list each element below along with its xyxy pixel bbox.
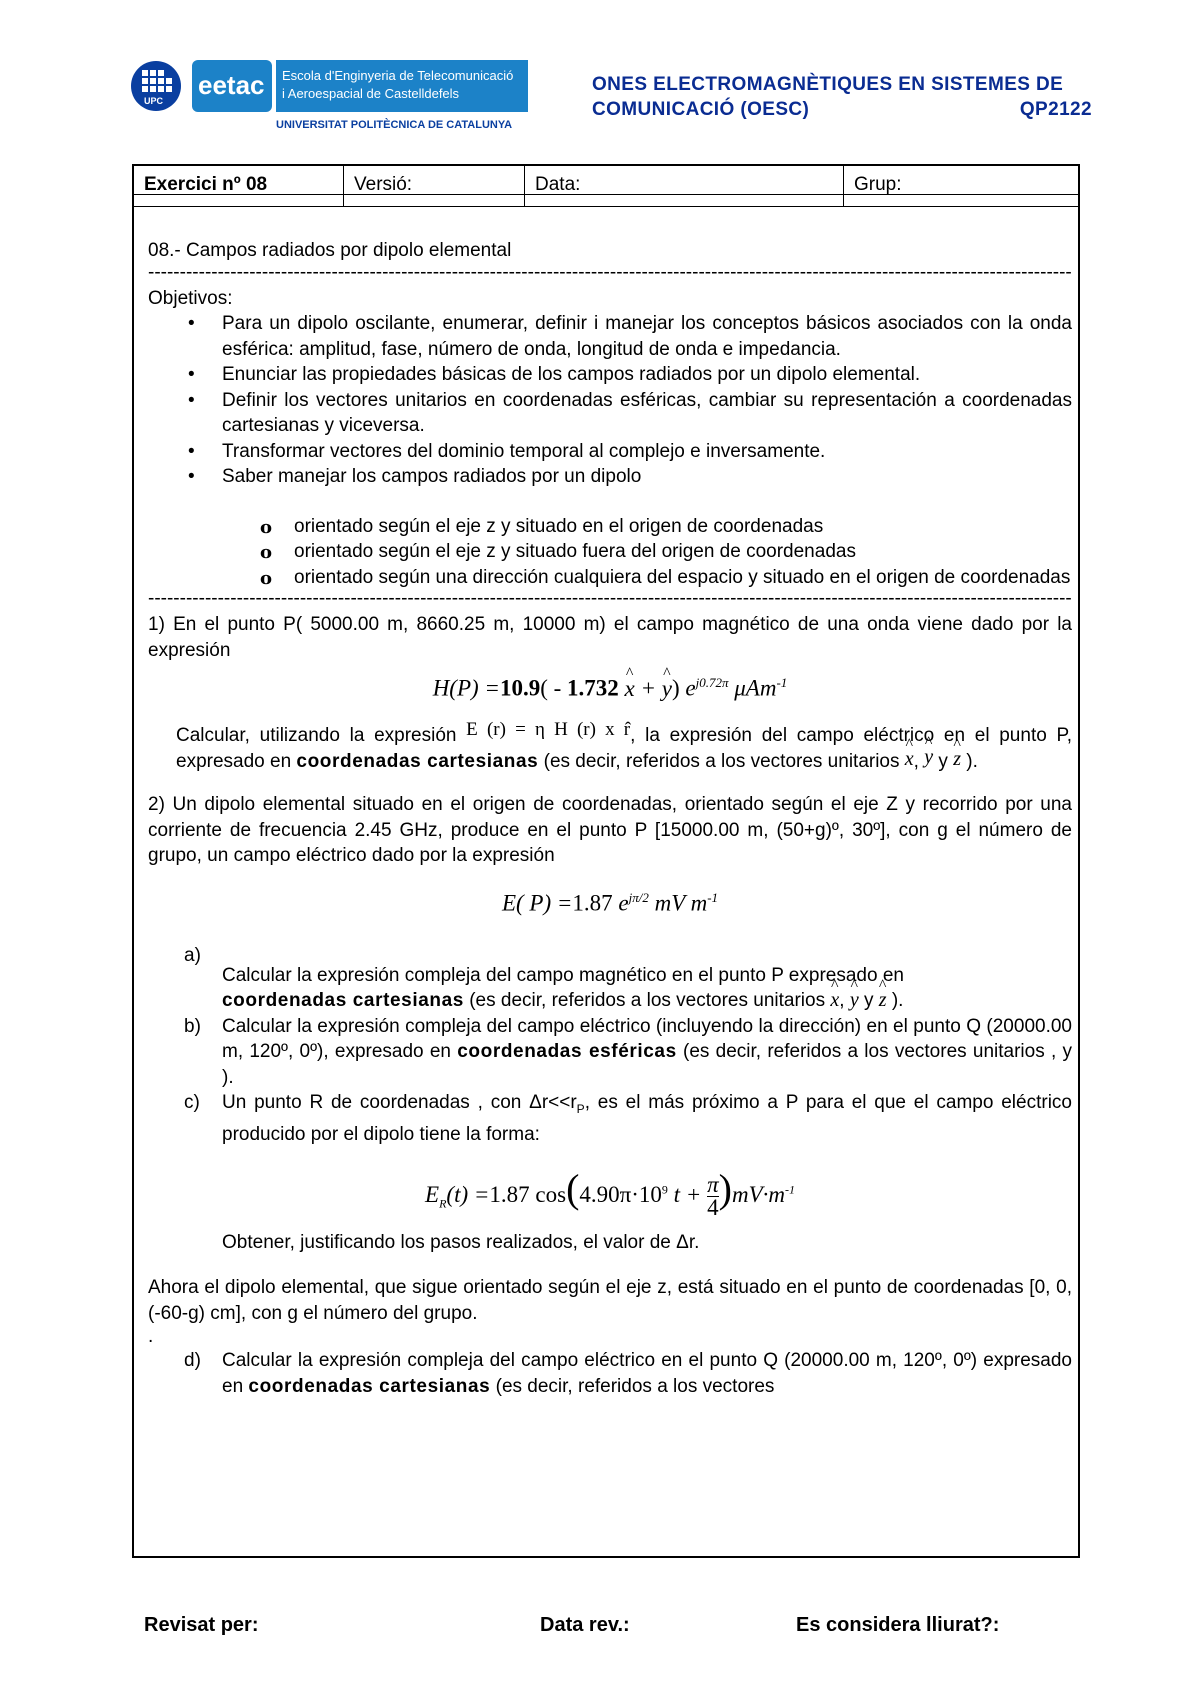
exercise-frame xyxy=(132,164,1080,1558)
question-1-calc: Calcular, utilizando la expresión E (r) = η H (r) x r̂, la expresión del campo eléctrico en el punto P, expresado en coordenadas cartesianas (es decir, referidos a los vectores unitarios ^ x, ^ y y ^ z ). xyxy=(148,723,1072,774)
svg-text:eetac: eetac xyxy=(198,70,265,100)
question-2-items xyxy=(148,943,1072,1148)
equation-h: H(P) =10.9( - 1.732 ^ x + ^ y) $e^{j0.72\pi}$ μAm$^{-1}$ xyxy=(148,663,1072,709)
objectives-list xyxy=(148,311,1072,490)
svg-text:UPC: UPC xyxy=(144,96,164,106)
course-title-line1: ONES ELECTROMAGNÈTIQUES EN SISTEMES DE xyxy=(592,74,1064,95)
question-2: 2) Un dipolo elemental situado en el origen de coordenadas, orientado según el eje Z y recorrido por una corriente de frecuencia 2.45 GHz, produce en el punto P [15000.00 m, (50+g)º, 30º], con g el número de grupo, un campo eléctrico dado por la expresión xyxy=(148,794,1072,866)
objectives-label: Objetivos: xyxy=(148,287,233,309)
list-item: a) Calcular la expresión compleja del campo magnético en el punto P expresado en coordenadas cartesianas (es decir, referidos a los vectores unitarios ^ x, ^ y y ^ z ). xyxy=(148,943,1072,1014)
list-item: b) Calcular la expresión compleja del campo eléctrico (incluyendo la dirección) en el punto Q (20000.00 m, 120º, 0º), expresado en coordenadas esféricas (es decir, referidos a los vectores unitarios , y ). xyxy=(184,1015,1072,1088)
list-item: o orientado según una dirección cualquiera del espacio y situado en el origen de coordenadas xyxy=(260,566,1071,589)
course-code: QP2122 xyxy=(1019,99,1092,120)
question-1: 1) En el punto P( 5000.00 m, 8660.25 m, 10000 m) el campo magnético de una onda viene dado por la expresión xyxy=(148,614,1072,661)
divider: -------------------------------------------------------------------------------------------------------------------------------------------------- xyxy=(148,590,1072,609)
svg-text:i Aeroespacial de Castelldefel: i Aeroespacial de Castelldefels xyxy=(282,86,460,101)
exercise-header-spacer xyxy=(134,194,1078,207)
list-item: d) Calcular la expresión compleja del campo eléctrico en el punto Q (20000.00 m, 120º, 0º) expresado en coordenadas cartesianas (es decir, referidos a los vectores xyxy=(184,1350,1072,1397)
question-d-items xyxy=(148,1348,1072,1399)
list-item: • Definir los vectores unitarios en coordenadas esféricas, cambiar su representación a coordenadas cartesianas y viceversa. xyxy=(188,389,1072,436)
divider: -------------------------------------------------------------------------------------------------------------------------------------------------- xyxy=(148,263,1072,283)
data-rev-label: Data rev.: xyxy=(540,1614,630,1636)
exercise-title: 08.- Campos radiados por dipolo elemental xyxy=(148,240,512,261)
list-item: • Enunciar las propiedades básicas de los campos radiados por un dipolo elemental. xyxy=(188,364,921,385)
eetac-upc-logo xyxy=(130,60,575,132)
dot: . xyxy=(148,1326,154,1348)
list-item: • Transformar vectores del dominio temporal al complejo e inversamente. xyxy=(188,440,826,462)
lliurat-label: Es considera lliurat?: xyxy=(796,1614,1000,1636)
list-item: c) Un punto R de coordenadas , con $\Delta r<<r_P$, es el más próximo a P para el que el campo eléctrico producido por el dipolo tiene la forma: xyxy=(184,1092,1072,1146)
equation-e: E( P) =1.87 $e^{j\pi/2}$ mV $m^{-1}$ xyxy=(501,889,719,916)
course-title xyxy=(592,72,1092,122)
list-item: • Saber manejar los campos radiados por un dipolo xyxy=(188,466,642,487)
version-field: Versió: xyxy=(344,166,525,194)
list-item: o orientado según el eje z y situado en el origen de coordenadas xyxy=(260,515,824,538)
question-2c-obtain: Obtener, justificando los pasos realizados, el valor de Δr. xyxy=(222,1231,700,1253)
list-item: • Para un dipolo oscilante, enumerar, definir i manejar los conceptos básicos asociados con la onda esférica: amplitud, fase, número de onda, longitud de onda e impedancia. xyxy=(188,313,1072,360)
equation-er: $E_R(t) =1.87$ $\cos(4.90\pi\cdot 10^9$ t + $\frac{\pi}{4}$ )$mV\cdot m^{-1}$ xyxy=(425,1165,795,1221)
course-title-line2: COMUNICACIÓ (OESC) xyxy=(592,99,810,120)
question-now: Ahora el dipolo elemental, que sigue orientado según el eje z, está situado en el punto de coordenadas [0, 0, (-60-g) cm], con g el número del grupo. xyxy=(148,1277,1072,1324)
date-field: Data: xyxy=(525,166,844,194)
svg-text:Escola d'Enginyeria de Telecom: Escola d'Enginyeria de Telecomunicació xyxy=(282,68,514,83)
revisat-label: Revisat per: xyxy=(144,1614,259,1636)
exercise-number: Exercici nº 08 xyxy=(134,166,344,194)
exercise-header-row xyxy=(134,166,1078,195)
sub-objectives-list xyxy=(148,514,1072,591)
exercise-content xyxy=(148,238,1072,1399)
list-item: o orientado según el eje z y situado fuera del origen de coordenadas xyxy=(260,541,856,563)
group-field: Grup: xyxy=(854,174,902,194)
svg-text:UNIVERSITAT POLITÈCNICA DE CAT: UNIVERSITAT POLITÈCNICA DE CATALUNYA xyxy=(276,119,513,131)
